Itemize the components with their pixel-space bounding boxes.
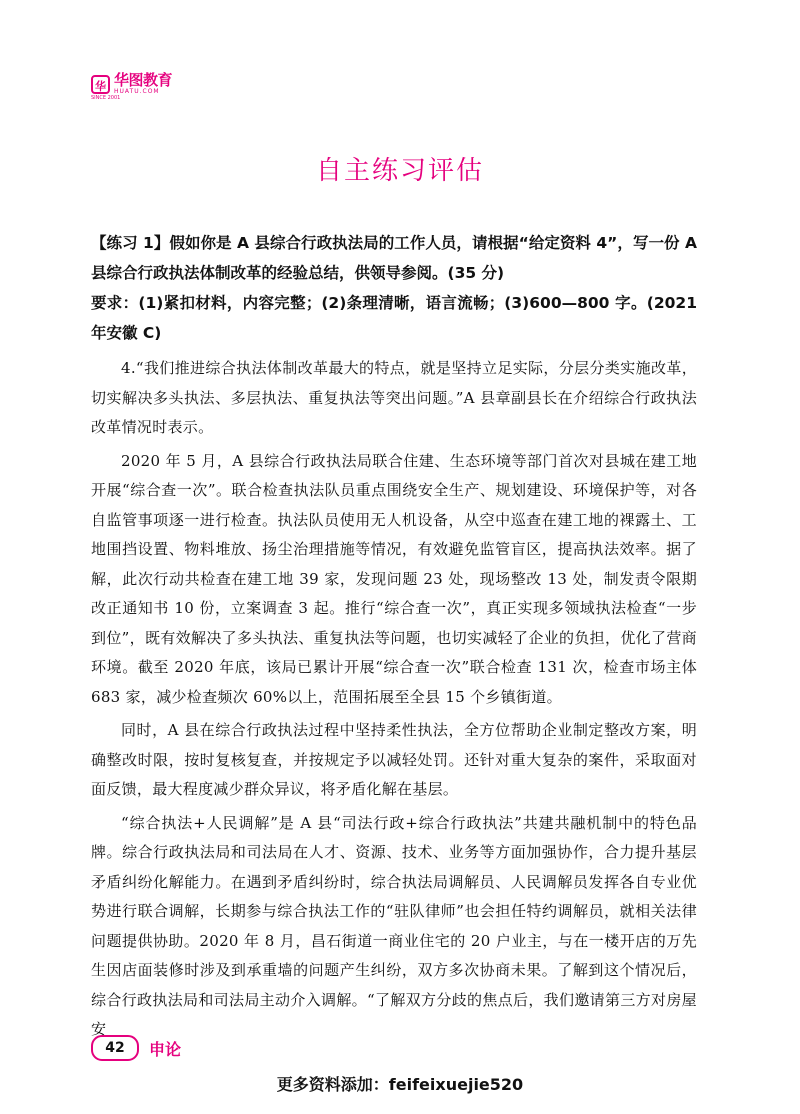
page-title: 自主练习评估 [315, 156, 484, 186]
page-footer [91, 1035, 181, 1061]
material-paragraph-4: “综合执法+人民调解”是 A 县“司法行政+综合行政执法”共建共融机制中的特色品牌。综合行政执法局和司法局在人才、资源、技术、业务等方面加强协作，合力提升基层矛盾纠纷化解能力。在遇到矛盾纠纷时，综合执法局调解员、人民调解员发挥各自专业优势进行联合调解，长期参与综合执法工作的“驻队律师”也会担任特约调解员，就相关法律问题提供协助。2020 年 8 月，昌石街道一商业住宅的 20 户业主，与在一楼开店的万先生因店面装修时涉及到承重墙的问题产生纠纷，双方多次协商未果。了解到这个情况后，综合行政执法局和司法局主动介入调解。“了解双方分歧的焦点后，我们邀请第三方对房屋安 [91, 813, 697, 1038]
watermark-note: 更多资料添加：feifeixuejie520 [276, 1075, 524, 1094]
logo-since: SINCE 2001 [91, 95, 121, 101]
exercise-question: 【练习 1】假如你是 A 县综合行政执法局的工作人员，请根据“给定资料 4”，写一份 A 县综合行政执法体制改革的经验总结，供领导参阅。(35 分) [91, 234, 697, 282]
section-label: 申论 [149, 1039, 182, 1059]
page-number: 42 [91, 1035, 139, 1061]
huatu-logo [91, 71, 173, 101]
material-paragraph-3: 同时，A 县在综合行政执法过程中坚持柔性执法，全方位帮助企业制定整改方案，明确整改时限，按时复核复查，并按规定予以减轻处罚。还针对重大复杂的案件，采取面对面反馈，最大程度减少群众异议，将矛盾化解在基层。 [91, 721, 697, 798]
logo-url: HUATU.COM [114, 88, 160, 95]
exercise-requirements: 要求：(1)紧扣材料，内容完整；(2)条理清晰，语言流畅；(3)600—800 字。(2021 年安徽 C) [91, 294, 697, 342]
logo-icon: 华 [91, 75, 110, 94]
material-paragraph-2: 2020 年 5 月，A 县综合行政执法局联合住建、生态环境等部门首次对县城在建工地开展“综合查一次”。联合检查执法队员重点围绕安全生产、规划建设、环境保护等，对各自监管事项逐一进行检查。执法队员使用无人机设备，从空中巡查在建工地的裸露土、工地围挡设置、物料堆放、扬尘治理措施等情况，有效避免监管盲区，提高执法效率。据了解，此次行动共检查在建工地 39 家，发现问题 23 处，现场整改 13 处，制发责令限期改正通知书 10 份，立案调查 3 起。推行“综合查一次”，真正实现多领域执法检查“一步到位”，既有效解决了多头执法、重复执法等问题，也切实减轻了企业的负担，优化了营商环境。截至 2020 年底，该局已累计开展“综合查一次”联合检查 131 次，检查市场主体 683 家，减少检查频次 60%以上，范围拓展至全县 15 个乡镇街道。 [91, 451, 697, 706]
material-paragraph-1: 4.“我们推进综合执法体制改革最大的特点，就是坚持立足实际，分层分类实施改革，切实解决多头执法、多层执法、重复执法等突出问题。”A 县章副县长在介绍综合行政执法改革情况时表示。 [91, 359, 697, 436]
logo-name: 华图教育 [114, 71, 173, 89]
main-content [91, 228, 697, 1045]
